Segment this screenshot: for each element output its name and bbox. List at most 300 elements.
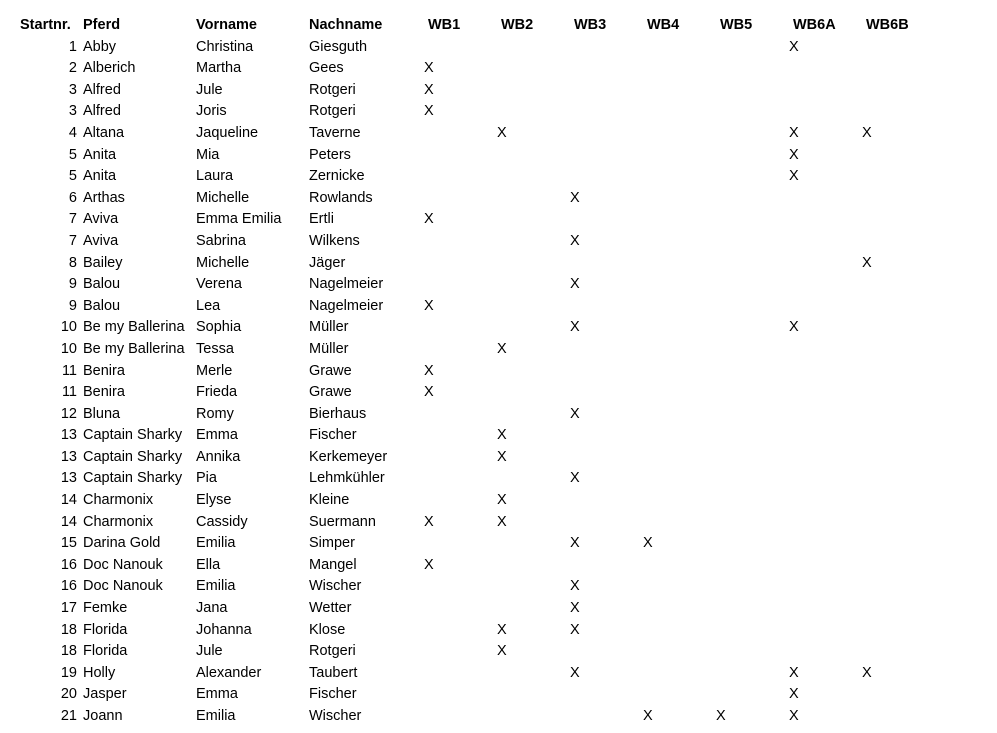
cell-pferd[interactable]: Be my Ballerina [83,340,185,357]
cell-wb6b[interactable] [866,317,939,339]
cell-wb5[interactable] [720,123,793,145]
cell-startnr[interactable]: 13 [60,427,77,444]
cell-vorname[interactable]: Merle [196,362,233,379]
cell-wb1[interactable] [428,598,501,620]
cell-wb1[interactable]: X [424,297,434,314]
cell-vorname[interactable]: Pia [196,470,217,487]
cell-startnr[interactable]: 12 [60,405,77,422]
cell-pferd[interactable]: Be my Ballerina [83,319,185,336]
cell-wb6b[interactable] [866,576,939,598]
cell-vorname[interactable]: Tessa [196,340,234,357]
cell-wb5[interactable] [720,641,793,663]
cell-wb6a[interactable] [793,598,866,620]
cell-wb6a[interactable] [793,576,866,598]
cell-vorname[interactable]: Jule [196,643,223,660]
cell-wb1[interactable] [428,253,501,275]
cell-wb3[interactable] [574,253,647,275]
cell-startnr[interactable]: 1 [68,38,77,55]
cell-wb1[interactable] [428,641,501,663]
cell-pferd[interactable]: Florida [83,643,128,660]
cell-vorname[interactable]: Frieda [196,384,238,401]
cell-vorname[interactable]: Sabrina [196,232,246,249]
cell-wb3[interactable] [574,555,647,577]
header-wb1[interactable]: WB1 [428,17,461,33]
cell-startnr[interactable]: 15 [60,535,77,552]
cell-wb6b[interactable] [866,37,939,59]
cell-wb1[interactable] [428,274,501,296]
cell-wb3[interactable]: X [570,319,580,336]
cell-nachname[interactable]: Klose [309,621,346,638]
cell-wb5[interactable] [720,188,793,210]
header-wb6a[interactable]: WB6A [793,17,836,33]
cell-pferd[interactable]: Anita [83,146,117,163]
cell-nachname[interactable]: Nagelmeier [309,297,384,314]
cell-pferd[interactable]: Bailey [83,254,123,271]
cell-wb6a[interactable] [793,533,866,555]
cell-pferd[interactable]: Femke [83,600,128,617]
cell-startnr[interactable]: 16 [60,578,77,595]
cell-startnr[interactable]: 6 [68,189,77,206]
cell-wb6a[interactable] [793,512,866,534]
cell-startnr[interactable]: 13 [60,470,77,487]
cell-wb5[interactable] [720,80,793,102]
cell-wb5[interactable] [720,404,793,426]
cell-startnr[interactable]: 5 [68,168,77,185]
header-wb3[interactable]: WB3 [574,17,607,33]
cell-wb1[interactable] [428,684,501,706]
cell-wb4[interactable] [647,490,720,512]
cell-wb4[interactable] [647,361,720,383]
cell-startnr[interactable]: 17 [60,600,77,617]
cell-wb6b[interactable] [866,145,939,167]
cell-pferd[interactable]: Bluna [83,405,121,422]
cell-startnr[interactable]: 7 [68,232,77,249]
cell-wb6a[interactable]: X [789,38,799,55]
cell-wb6b[interactable] [866,382,939,404]
cell-wb3[interactable]: X [570,470,580,487]
cell-nachname[interactable]: Suermann [309,513,376,530]
cell-wb2[interactable] [501,58,574,80]
cell-pferd[interactable]: Altana [83,124,125,141]
cell-wb3[interactable] [574,706,647,728]
cell-nachname[interactable]: Rowlands [309,189,373,206]
cell-vorname[interactable]: Michelle [196,254,250,271]
cell-wb2[interactable] [501,382,574,404]
cell-startnr[interactable]: 11 [61,362,77,379]
cell-wb5[interactable] [720,555,793,577]
cell-wb2[interactable] [501,166,574,188]
cell-wb2[interactable] [501,404,574,426]
cell-startnr[interactable]: 5 [68,146,77,163]
cell-wb6b[interactable] [866,641,939,663]
cell-wb5[interactable] [720,684,793,706]
cell-pferd[interactable]: Arthas [83,189,125,206]
cell-wb4[interactable] [647,339,720,361]
header-wb6b[interactable]: WB6B [866,17,909,33]
cell-wb6b[interactable] [866,620,939,642]
cell-wb5[interactable] [720,490,793,512]
cell-wb2[interactable] [501,274,574,296]
cell-wb2[interactable] [501,188,574,210]
cell-wb6a[interactable]: X [789,319,799,336]
cell-wb3[interactable]: X [570,535,580,552]
cell-wb4[interactable] [647,37,720,59]
cell-pferd[interactable]: Darina Gold [83,535,161,552]
cell-wb6a[interactable] [793,382,866,404]
cell-wb6b[interactable] [866,706,939,728]
cell-wb6b[interactable] [866,361,939,383]
cell-pferd[interactable]: Charmonix [83,492,154,509]
cell-vorname[interactable]: Emilia [196,578,236,595]
cell-wb4[interactable] [647,145,720,167]
cell-nachname[interactable]: Fischer [309,686,357,703]
cell-startnr[interactable]: 18 [60,643,77,660]
cell-wb2[interactable] [501,576,574,598]
cell-startnr[interactable]: 9 [68,297,77,314]
cell-pferd[interactable]: Alfred [83,81,121,98]
cell-wb3[interactable] [574,101,647,123]
cell-vorname[interactable]: Emma [196,427,238,444]
cell-wb6a[interactable] [793,490,866,512]
cell-wb6b[interactable] [866,231,939,253]
cell-vorname[interactable]: Verena [196,276,242,293]
cell-wb6b[interactable]: X [862,124,872,141]
cell-pferd[interactable]: Alberich [83,60,136,77]
cell-wb2[interactable] [501,684,574,706]
cell-wb6a[interactable]: X [789,686,799,703]
cell-nachname[interactable]: Fischer [309,427,357,444]
cell-wb4[interactable] [647,447,720,469]
cell-wb5[interactable] [720,296,793,318]
cell-wb6a[interactable]: X [789,664,799,681]
cell-nachname[interactable]: Wischer [309,578,362,595]
cell-nachname[interactable]: Bierhaus [309,405,367,422]
cell-wb5[interactable] [720,447,793,469]
cell-wb4[interactable] [647,425,720,447]
header-nachname[interactable]: Nachname [309,17,383,33]
cell-wb1[interactable] [428,339,501,361]
cell-vorname[interactable]: Mia [196,146,220,163]
cell-wb1[interactable] [428,123,501,145]
cell-wb5[interactable] [720,576,793,598]
cell-wb5[interactable] [720,274,793,296]
cell-wb3[interactable] [574,58,647,80]
cell-startnr[interactable]: 16 [60,556,77,573]
cell-wb6a[interactable] [793,274,866,296]
cell-startnr[interactable]: 14 [60,492,77,509]
cell-wb6a[interactable] [793,641,866,663]
cell-wb6a[interactable] [793,468,866,490]
cell-wb3[interactable]: X [570,664,580,681]
cell-pferd[interactable]: Alfred [83,103,121,120]
cell-wb4[interactable] [647,317,720,339]
cell-wb3[interactable] [574,123,647,145]
cell-wb2[interactable]: X [497,643,507,660]
cell-pferd[interactable]: Balou [83,297,121,314]
cell-pferd[interactable]: Captain Sharky [83,448,183,465]
cell-wb3[interactable] [574,37,647,59]
cell-wb6a[interactable] [793,188,866,210]
cell-wb3[interactable] [574,339,647,361]
cell-wb6b[interactable] [866,80,939,102]
cell-wb3[interactable] [574,447,647,469]
cell-pferd[interactable]: Holly [83,664,116,681]
cell-wb1[interactable] [428,166,501,188]
cell-startnr[interactable]: 18 [60,621,77,638]
cell-nachname[interactable]: Jäger [309,254,346,271]
cell-wb1[interactable] [428,533,501,555]
cell-wb6b[interactable] [866,296,939,318]
cell-wb2[interactable] [501,533,574,555]
cell-wb6b[interactable] [866,166,939,188]
cell-startnr[interactable]: 19 [60,664,77,681]
cell-nachname[interactable]: Ertli [309,211,334,228]
cell-wb4[interactable] [647,404,720,426]
cell-wb4[interactable] [647,576,720,598]
cell-wb2[interactable] [501,80,574,102]
cell-vorname[interactable]: Sophia [196,319,242,336]
cell-nachname[interactable]: Giesguth [309,38,368,55]
cell-wb2[interactable] [501,209,574,231]
cell-wb4[interactable] [647,468,720,490]
cell-wb3[interactable]: X [570,276,580,293]
cell-vorname[interactable]: Alexander [196,664,262,681]
cell-wb3[interactable] [574,296,647,318]
cell-wb6a[interactable]: X [789,168,799,185]
cell-wb6b[interactable] [866,555,939,577]
cell-wb2[interactable]: X [497,621,507,638]
cell-wb2[interactable]: X [497,492,507,509]
cell-vorname[interactable]: Jana [196,600,228,617]
cell-wb4[interactable] [647,166,720,188]
cell-wb6a[interactable] [793,253,866,275]
cell-startnr[interactable]: 7 [68,211,77,228]
cell-pferd[interactable]: Anita [83,168,117,185]
cell-pferd[interactable]: Florida [83,621,128,638]
cell-wb1[interactable] [428,706,501,728]
header-startnr[interactable]: Startnr. [20,17,71,33]
cell-wb6a[interactable] [793,58,866,80]
cell-nachname[interactable]: Nagelmeier [309,276,384,293]
header-wb4[interactable]: WB4 [647,17,680,33]
cell-vorname[interactable]: Emma Emilia [196,211,282,228]
cell-wb1[interactable]: X [424,103,434,120]
cell-vorname[interactable]: Annika [196,448,241,465]
cell-wb6b[interactable] [866,188,939,210]
cell-wb5[interactable] [720,339,793,361]
cell-pferd[interactable]: Joann [83,708,123,724]
cell-wb2[interactable] [501,231,574,253]
cell-wb3[interactable] [574,641,647,663]
cell-wb6b[interactable] [866,209,939,231]
cell-wb1[interactable] [428,663,501,685]
cell-wb4[interactable] [647,296,720,318]
cell-wb6b[interactable] [866,533,939,555]
cell-wb5[interactable] [720,253,793,275]
cell-wb5[interactable] [720,512,793,534]
cell-vorname[interactable]: Michelle [196,189,250,206]
cell-wb6b[interactable] [866,404,939,426]
cell-wb6a[interactable] [793,361,866,383]
cell-nachname[interactable]: Rotgeri [309,103,356,120]
cell-wb1[interactable]: X [424,81,434,98]
cell-wb5[interactable] [720,209,793,231]
cell-nachname[interactable]: Grawe [309,362,352,379]
cell-pferd[interactable]: Captain Sharky [83,470,183,487]
cell-wb6b[interactable] [866,58,939,80]
cell-pferd[interactable]: Balou [83,276,121,293]
cell-wb2[interactable] [501,468,574,490]
cell-wb2[interactable] [501,663,574,685]
cell-wb2[interactable] [501,296,574,318]
cell-wb5[interactable] [720,37,793,59]
cell-wb4[interactable] [647,512,720,534]
cell-wb1[interactable] [428,404,501,426]
cell-nachname[interactable]: Rotgeri [309,643,356,660]
cell-wb6a[interactable] [793,101,866,123]
cell-wb6b[interactable] [866,512,939,534]
cell-startnr[interactable]: 20 [60,686,77,703]
cell-wb5[interactable] [720,663,793,685]
cell-wb3[interactable] [574,382,647,404]
cell-startnr[interactable]: 13 [60,448,77,465]
cell-wb6a[interactable] [793,296,866,318]
cell-wb3[interactable]: X [570,621,580,638]
cell-wb5[interactable] [720,598,793,620]
cell-vorname[interactable]: Johanna [196,621,252,638]
cell-pferd[interactable]: Charmonix [83,513,154,530]
cell-wb4[interactable]: X [643,535,653,552]
cell-wb4[interactable] [647,253,720,275]
cell-wb4[interactable] [647,101,720,123]
cell-wb2[interactable]: X [497,448,507,465]
cell-nachname[interactable]: Grawe [309,384,352,401]
cell-wb3[interactable]: X [570,405,580,422]
cell-nachname[interactable]: Lehmkühler [309,470,385,487]
cell-nachname[interactable]: Taverne [309,124,361,141]
cell-wb5[interactable] [720,317,793,339]
cell-vorname[interactable]: Ella [196,556,221,573]
cell-wb1[interactable] [428,490,501,512]
cell-nachname[interactable]: Mangel [309,556,357,573]
cell-wb3[interactable] [574,425,647,447]
cell-wb6a[interactable] [793,447,866,469]
cell-wb3[interactable]: X [570,189,580,206]
cell-pferd[interactable]: Doc Nanouk [83,578,163,595]
cell-wb6b[interactable]: X [862,664,872,681]
cell-wb1[interactable]: X [424,362,434,379]
cell-pferd[interactable]: Benira [83,384,125,401]
cell-wb5[interactable] [720,382,793,404]
cell-wb5[interactable] [720,620,793,642]
cell-wb1[interactable]: X [424,513,434,530]
cell-nachname[interactable]: Kleine [309,492,350,509]
cell-wb3[interactable] [574,209,647,231]
header-pferd[interactable]: Pferd [83,17,121,33]
cell-wb6b[interactable] [866,425,939,447]
cell-wb2[interactable]: X [497,513,507,530]
cell-wb1[interactable] [428,317,501,339]
cell-wb6a[interactable] [793,80,866,102]
cell-wb6b[interactable] [866,468,939,490]
cell-wb6b[interactable]: X [862,254,872,271]
cell-nachname[interactable]: Kerkemeyer [309,448,388,465]
cell-vorname[interactable]: Cassidy [196,513,248,530]
cell-wb1[interactable] [428,188,501,210]
cell-wb6a[interactable] [793,339,866,361]
cell-startnr[interactable]: 10 [60,340,77,357]
cell-vorname[interactable]: Emilia [196,535,236,552]
cell-wb2[interactable]: X [497,124,507,141]
cell-wb6b[interactable] [866,101,939,123]
cell-wb4[interactable] [647,555,720,577]
cell-wb5[interactable] [720,101,793,123]
cell-wb5[interactable] [720,468,793,490]
cell-vorname[interactable]: Jaqueline [196,124,259,141]
cell-pferd[interactable]: Jasper [83,686,127,703]
cell-vorname[interactable]: Christina [196,38,254,55]
cell-wb4[interactable] [647,274,720,296]
cell-wb2[interactable] [501,317,574,339]
cell-wb1[interactable]: X [424,60,434,77]
header-wb2[interactable]: WB2 [501,17,534,33]
cell-wb1[interactable] [428,425,501,447]
cell-wb6b[interactable] [866,274,939,296]
cell-wb3[interactable] [574,684,647,706]
cell-nachname[interactable]: Taubert [309,664,358,681]
header-wb5[interactable]: WB5 [720,17,753,33]
cell-nachname[interactable]: Müller [309,319,349,336]
cell-wb1[interactable] [428,231,501,253]
cell-nachname[interactable]: Wischer [309,708,362,724]
cell-nachname[interactable]: Wilkens [309,232,360,249]
cell-vorname[interactable]: Jule [196,81,223,98]
cell-vorname[interactable]: Laura [196,168,234,185]
cell-wb5[interactable] [720,425,793,447]
cell-wb2[interactable] [501,37,574,59]
cell-wb1[interactable] [428,145,501,167]
cell-wb4[interactable] [647,123,720,145]
cell-wb6a[interactable] [793,425,866,447]
cell-startnr[interactable]: 11 [61,384,77,401]
cell-wb2[interactable] [501,555,574,577]
cell-vorname[interactable]: Emilia [196,708,236,724]
cell-wb4[interactable] [647,58,720,80]
cell-nachname[interactable]: Simper [309,535,355,552]
cell-wb4[interactable] [647,684,720,706]
cell-wb2[interactable] [501,145,574,167]
cell-wb4[interactable] [647,663,720,685]
cell-nachname[interactable]: Rotgeri [309,81,356,98]
cell-nachname[interactable]: Peters [309,146,351,163]
cell-nachname[interactable]: Zernicke [309,168,365,185]
cell-wb2[interactable] [501,598,574,620]
cell-vorname[interactable]: Martha [196,60,242,77]
cell-wb5[interactable] [720,533,793,555]
cell-startnr[interactable]: 4 [68,124,77,141]
cell-wb1[interactable] [428,576,501,598]
cell-wb2[interactable] [501,706,574,728]
cell-wb6a[interactable] [793,209,866,231]
cell-wb3[interactable] [574,145,647,167]
cell-wb6a[interactable]: X [789,708,799,724]
cell-wb5[interactable] [720,361,793,383]
cell-wb4[interactable] [647,80,720,102]
cell-wb2[interactable] [501,361,574,383]
cell-wb1[interactable]: X [424,556,434,573]
cell-wb3[interactable] [574,80,647,102]
cell-wb4[interactable] [647,620,720,642]
